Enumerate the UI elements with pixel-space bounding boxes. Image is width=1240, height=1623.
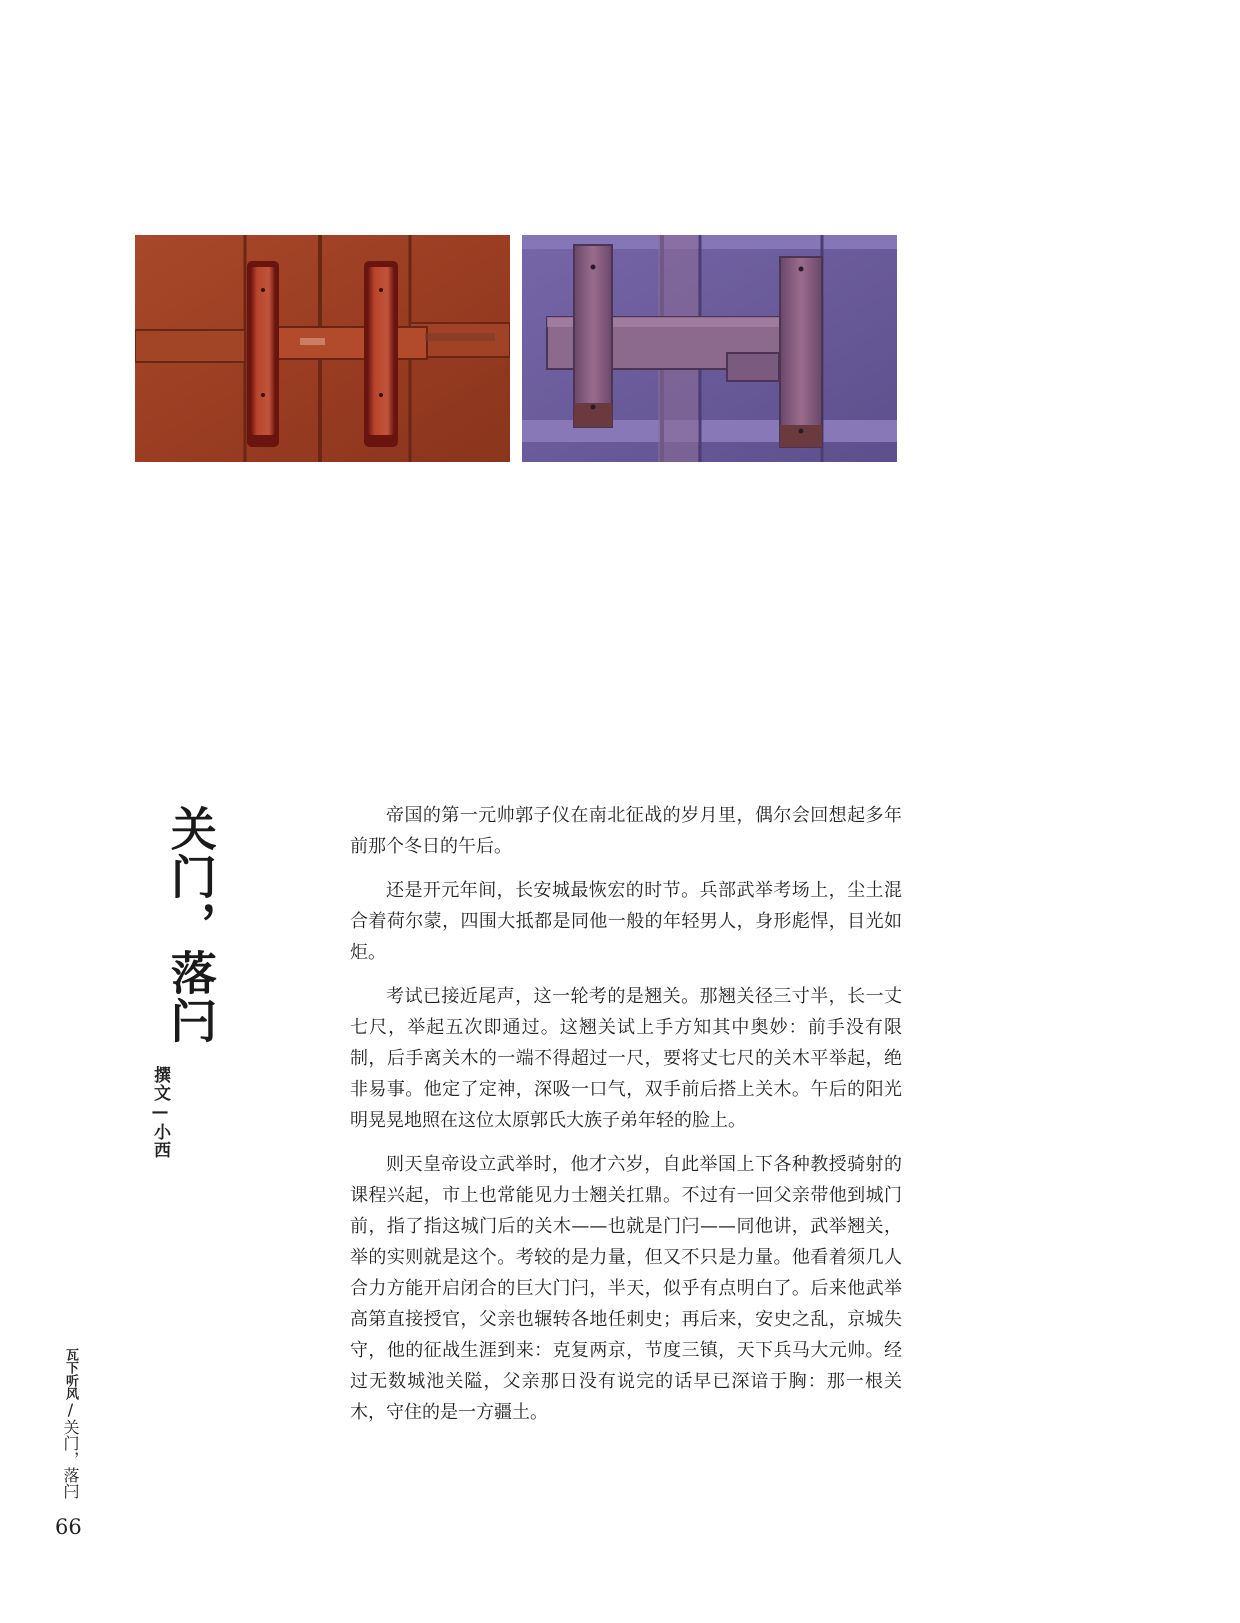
article-paragraph: 帝国的第一元帅郭子仪在南北征战的岁月里，偶尔会回想起多年前那个冬日的午后。 [350, 805, 902, 857]
running-head [56, 1348, 80, 1499]
article-title: 关门，落闩 [163, 805, 218, 1045]
running-head-separator: / [61, 1400, 80, 1419]
author-byline: 撰文—小西 [150, 1066, 170, 1159]
article-paragraph: 考试已接近尾声，这一轮考的是翘关。那翘关径三寸半，长一丈七尺，举起五次即通过。这翘关试上手方知其中奥妙：前手没有限制，后手离关木的一端不得超过一尺，要将丈七尺的关木平举起，绝非易事。他定了定神，深吸一口气，双手前后搭上关木。午后的阳光明晃晃地照在这位太原郭氏大族子弟年轻的脸上。 [350, 986, 902, 1131]
article-body [350, 800, 902, 1441]
article-paragraph: 还是开元年间，长安城最恢宏的时节。兵部武举考场上，尘土混合着荷尔蒙，四围大抵都是同他一般的年轻男人，身形彪悍，目光如炬。 [350, 880, 902, 963]
purple-door-bolt-photo [522, 235, 897, 462]
section-name: 关门，落闩 [61, 1419, 80, 1499]
article-paragraph: 则天皇帝设立武举时，他才六岁，自此举国上下各种教授骑射的课程兴起，市上也常能见力士翘关扛鼎。不过有一回父亲带他到城门前，指了指这城门后的关木——也就是门闩——同他讲，武举翘关，举的实则就是这个。考较的是力量，但又不只是力量。他看着须几人合力方能开启闭合的巨大门闩，半天，似乎有点明白了。后来他武举高第直接授官，父亲也辗转各地任刺史；再后来，安史之乱，京城失守，他的征战生涯到来：克复两京，节度三镇，天下兵马大元帅。经过无数城池关隘，父亲那日没有说完的话早已深谙于胸：那一根关木，守住的是一方疆土。 [350, 1154, 902, 1423]
series-name: 瓦下听风 [63, 1348, 78, 1400]
page-number: 66 [55, 1515, 82, 1539]
red-door-latch-photo [135, 235, 510, 462]
